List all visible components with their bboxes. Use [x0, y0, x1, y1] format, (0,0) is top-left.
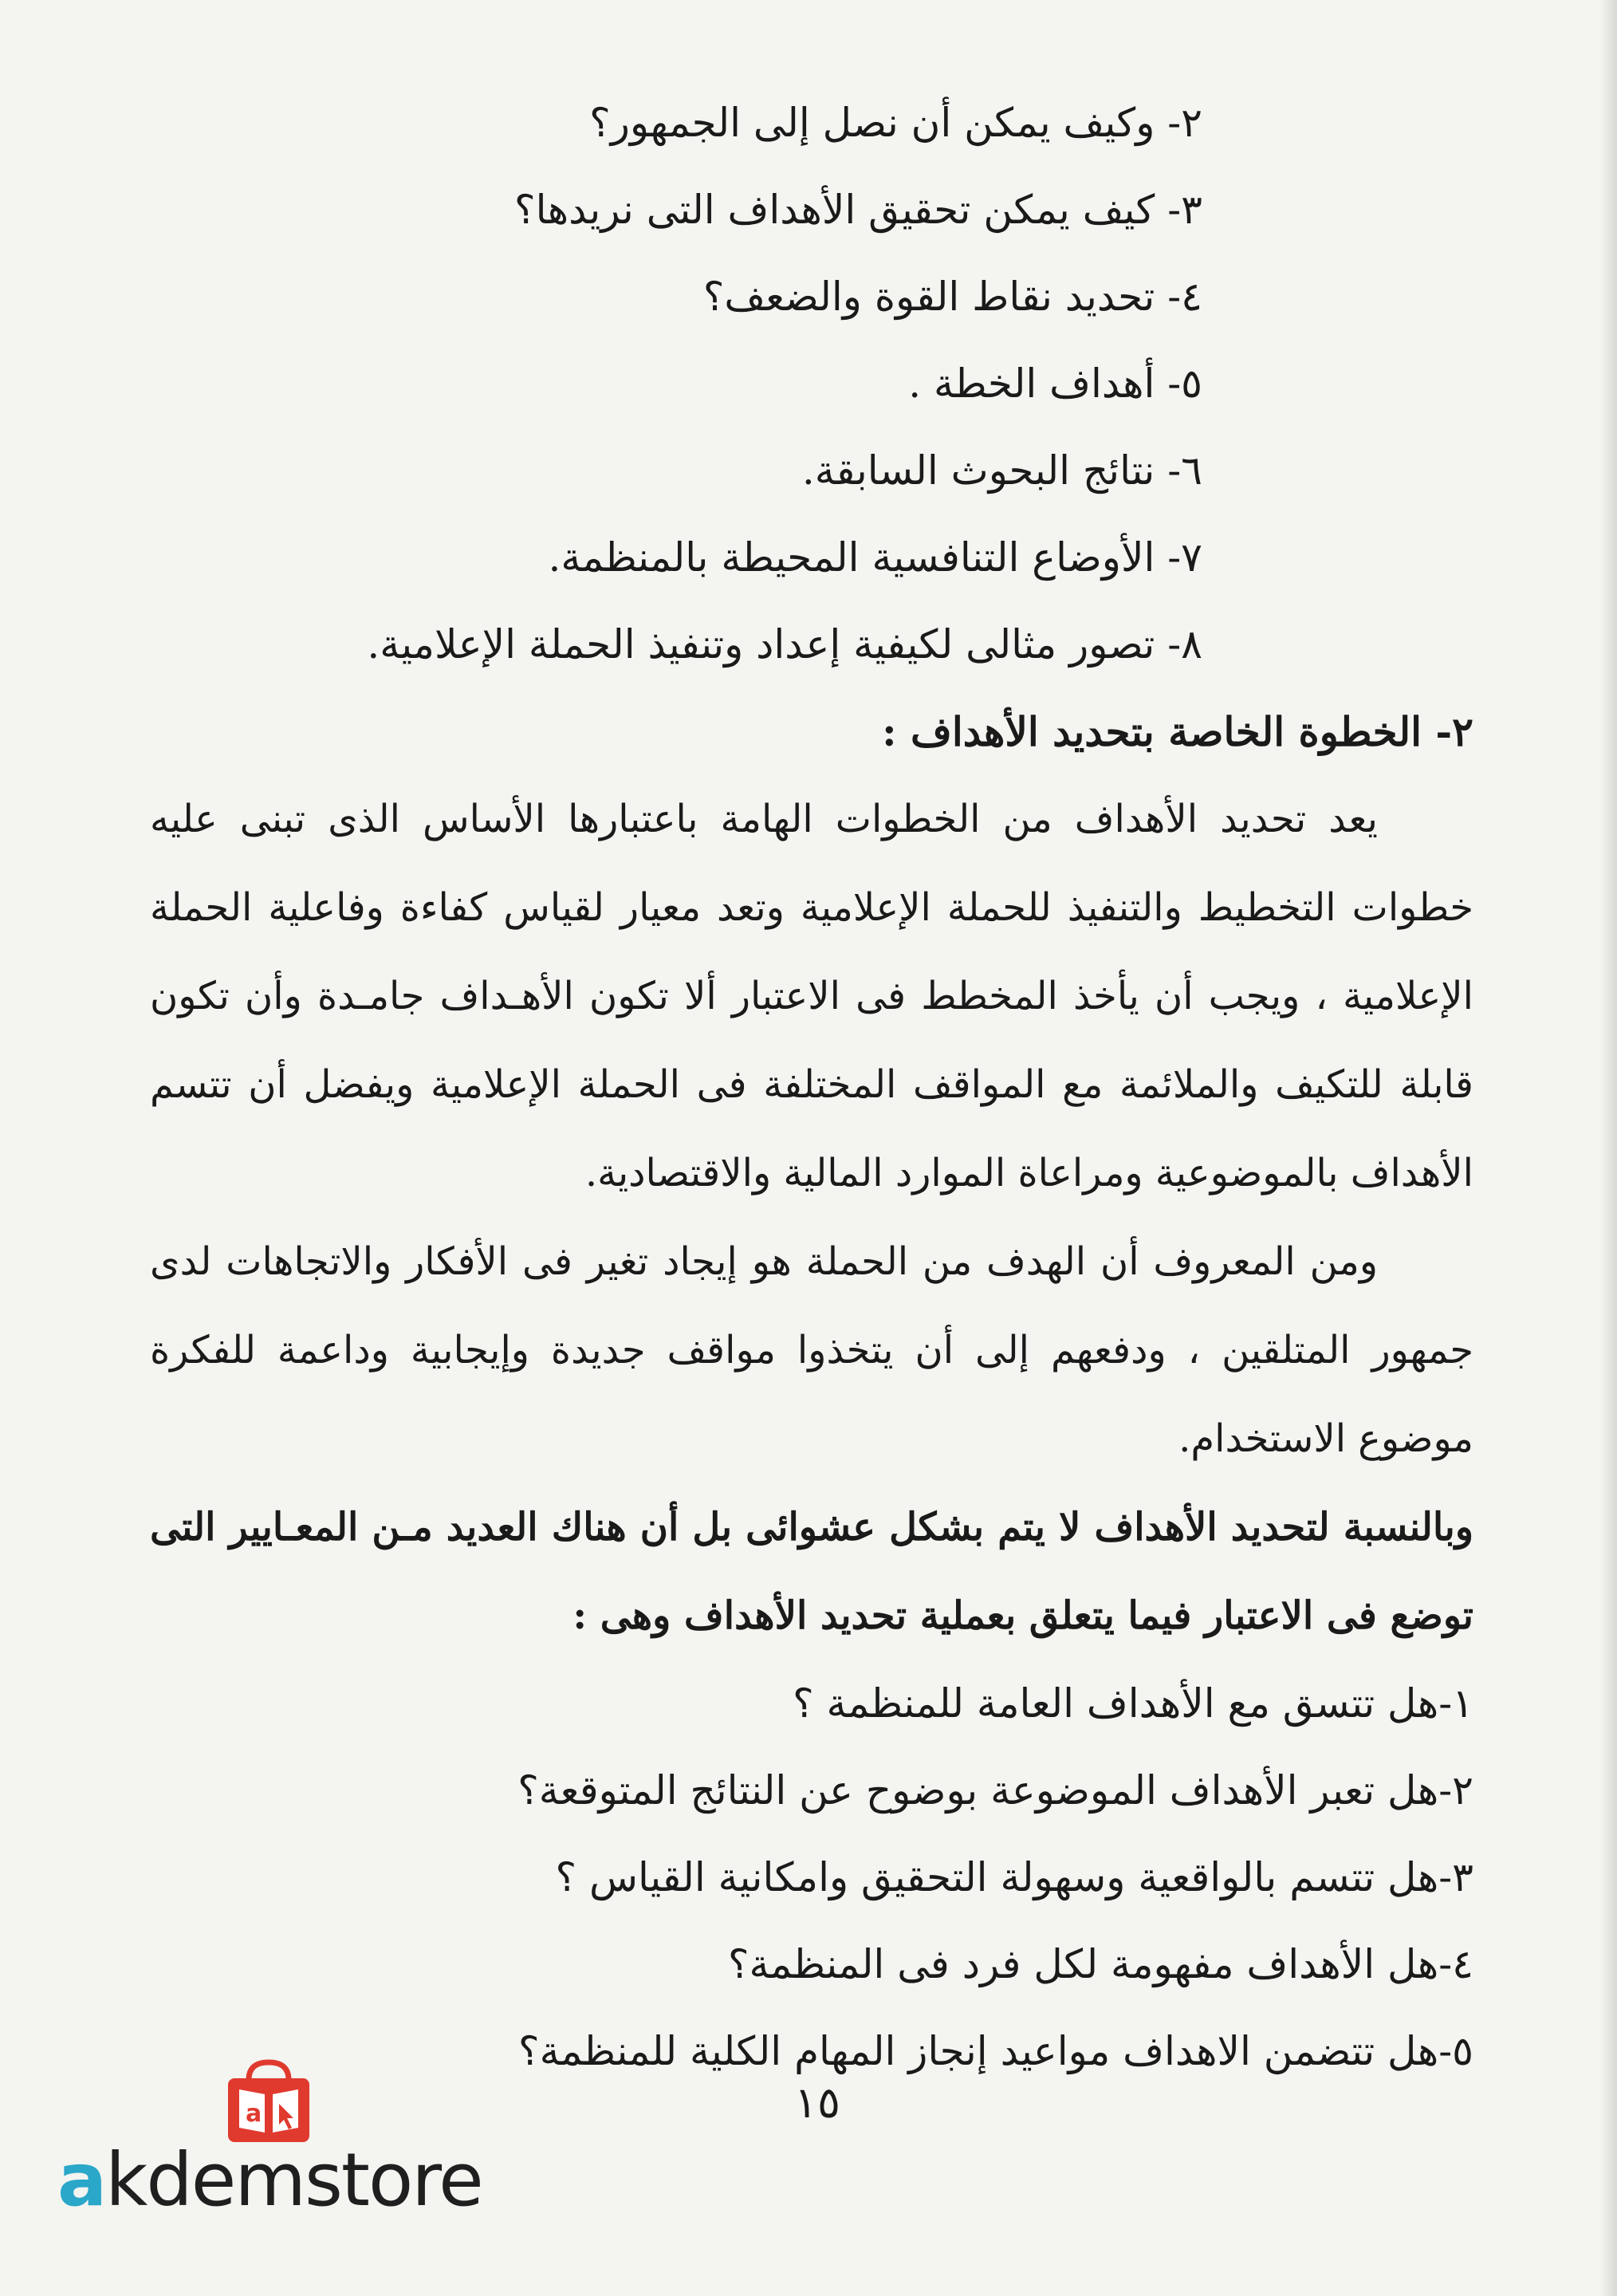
list-item: ٥- أهداف الخطة . [908, 360, 1202, 407]
page-edge-shadow [1599, 0, 1617, 2296]
list-item: ١-هل تتسق مع الأهداف العامة للمنظمة ؟ [793, 1680, 1473, 1727]
paragraph-text: يعد تحديد الأهداف من الخطوات الهامة باعتبارها الأساس الذى تبنى عليه خطوات التخطيط والتنفيذ للحملة الإعلامية وتعد معيار لقياس كفاءة وفاعلية الحملة الإعلامية ، ويجب أن يأخذ المخطط فى الاعتبار ألا تكون الأهـداف جامـدة وأن تكون قابلة للتكيف والملائمة مع المواقف المختلفة فى الحملة الإعلامية ويفضل أن تتسم الأهداف بالموضوعية ومراعاة الموارد المالية والاقتصادية. [150, 797, 1473, 1195]
paragraph-text: ومن المعروف أن الهدف من الحملة هو إيجاد تغير فى الأفكار والاتجاهات لدى جمهور المتلقين ، ودفعهم إلى أن يتخذوا مواقف جديدة وإيجابية وداعمة للفكرة موضوع الاستخدام. [150, 1239, 1474, 1461]
list-item: ٣- كيف يمكن تحقيق الأهداف التى نريدها؟ [514, 187, 1202, 233]
list-item: ٣-هل تتسم بالواقعية وسهولة التحقيق وامكانية القياس ؟ [555, 1854, 1473, 1900]
list-item: ٤-هل الأهداف مفهومة لكل فرد فى المنظمة؟ [727, 1941, 1473, 1987]
planning-questions-list [150, 80, 1473, 688]
akdemstore-watermark [57, 2058, 504, 2223]
list-item: ٧- الأوضاع التنافسية المحيطة بالمنظمة. [548, 534, 1202, 581]
page-number: ١٥ [793, 2077, 840, 2128]
criteria-intro: وبالنسبة لتحديد الأهداف لا يتم بشكل عشوائى بل أن هناك العديد مـن المعـايير التى توضع فى الاعتبار فيما يتعلق بعملية تحديد الأهداف وهى : [150, 1505, 1473, 1638]
list-item: ٦- نتائج البحوث السابقة. [801, 447, 1202, 494]
paragraph-campaign-goal [150, 1218, 1473, 1483]
svg-text:a: a [246, 2100, 262, 2128]
list-item: ٤- تحديد نقاط القوة والضعف؟ [702, 274, 1202, 320]
section-heading: ٢- الخطوة الخاصة بتحديد الأهداف : [882, 708, 1473, 755]
brand-wordmark: akdemstore [57, 2137, 482, 2223]
shopping-bag-book-icon [217, 2058, 321, 2145]
page-body [150, 80, 1473, 2095]
list-item: ٥-هل تتضمن الاهداف مواعيد إنجاز المهام الكلية للمنظمة؟ [518, 2028, 1473, 2074]
criteria-list [150, 1660, 1473, 2095]
list-item: ٢-هل تعبر الأهداف الموضوعة بوضوح عن النتائج المتوقعة؟ [517, 1767, 1473, 1814]
list-item: ٨- تصور مثالى لكيفية إعداد وتنفيذ الحملة الإعلامية. [367, 621, 1202, 668]
paragraph-objectives [150, 775, 1473, 1218]
list-item: ٢- وكيف يمكن أن نصل إلى الجمهور؟ [589, 100, 1202, 146]
